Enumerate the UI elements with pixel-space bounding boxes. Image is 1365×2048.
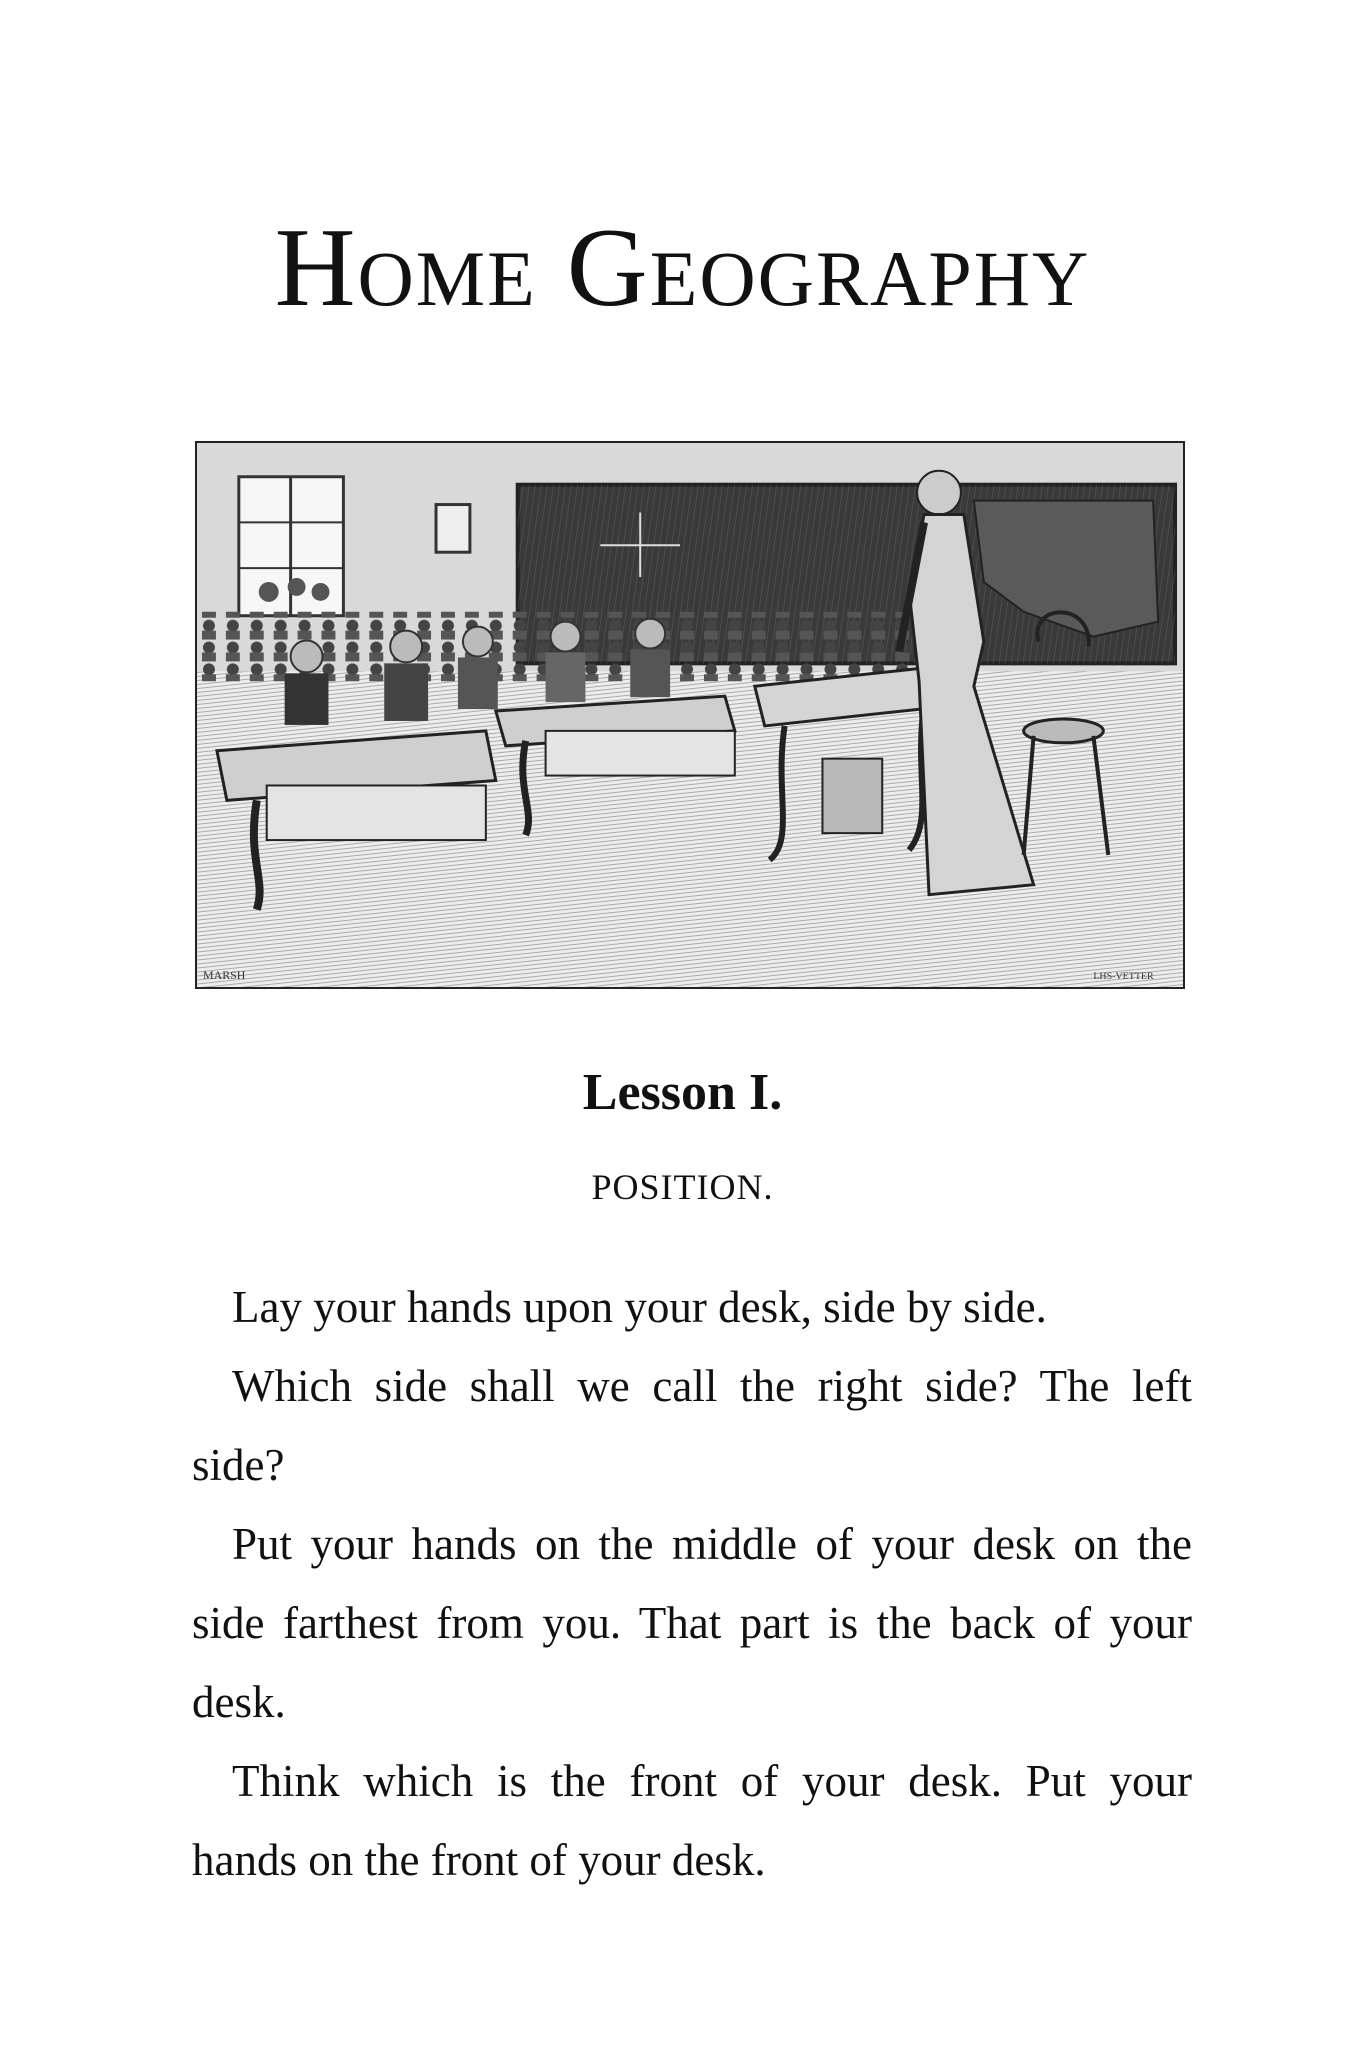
page-title: Home Geography	[274, 206, 1091, 330]
lesson-body	[192, 1268, 1192, 1900]
window	[239, 477, 344, 616]
waste-basket	[822, 759, 882, 833]
engraver-signature-left: MARSH	[202, 968, 246, 983]
classroom-illustration	[195, 441, 1185, 989]
lesson-heading: Lesson I.	[582, 1064, 783, 1121]
lesson-paragraph: Put your hands on the middle of your desk on the side farthest from you. That part is the back of your desk.	[192, 1519, 1192, 1727]
wall-picture	[436, 505, 470, 553]
engraver-signature-right: LHS-VETTER	[1093, 971, 1154, 983]
lesson-paragraph: Lay your hands upon your desk, side by side.	[232, 1282, 1047, 1332]
classroom-engraving	[197, 443, 1183, 987]
lesson-paragraph: Which side shall we call the right side? The left side?	[192, 1361, 1192, 1490]
lesson-subtitle: POSITION.	[591, 1167, 774, 1207]
lesson-paragraph: Think which is the front of your desk. Put your hands on the front of your desk.	[192, 1756, 1192, 1885]
